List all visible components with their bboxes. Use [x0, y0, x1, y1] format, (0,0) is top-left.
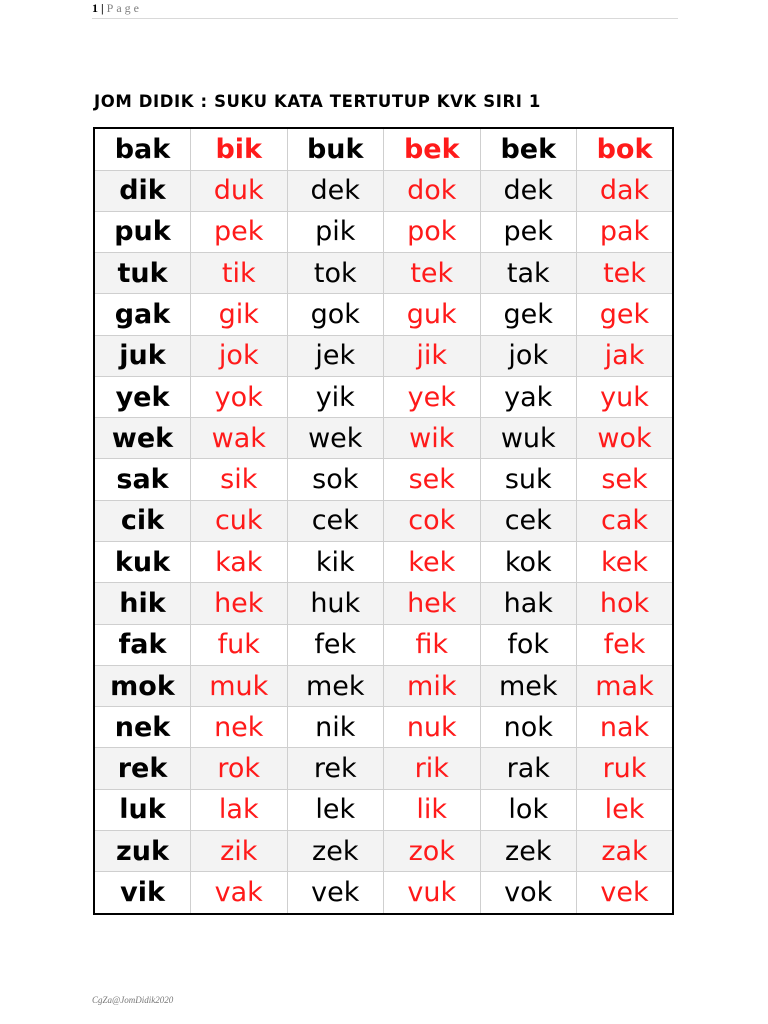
syllable-cell: cik	[94, 500, 191, 541]
syllable-cell: wik	[384, 418, 481, 459]
syllable-cell: pek	[480, 211, 577, 252]
syllable-cell: fik	[384, 624, 481, 665]
syllable-cell: tak	[480, 253, 577, 294]
syllable-cell: yek	[384, 376, 481, 417]
syllable-cell: vak	[191, 872, 288, 914]
syllable-cell: lek	[577, 789, 674, 830]
syllable-cell: nek	[191, 707, 288, 748]
syllable-cell: buk	[287, 128, 384, 170]
syllable-cell: dek	[287, 170, 384, 211]
syllable-cell: nuk	[384, 707, 481, 748]
table-row	[94, 211, 673, 252]
table-row	[94, 418, 673, 459]
syllable-cell: gok	[287, 294, 384, 335]
syllable-cell: cak	[577, 500, 674, 541]
syllable-cell: wak	[191, 418, 288, 459]
syllable-cell: mek	[287, 665, 384, 706]
table-row	[94, 542, 673, 583]
syllable-cell: fok	[480, 624, 577, 665]
syllable-cell: jok	[480, 335, 577, 376]
syllable-cell: tek	[384, 253, 481, 294]
syllable-cell: rek	[94, 748, 191, 789]
syllable-cell: jak	[577, 335, 674, 376]
table-row	[94, 707, 673, 748]
syllable-cell: hik	[94, 583, 191, 624]
syllable-cell: vok	[480, 872, 577, 914]
table-row	[94, 789, 673, 830]
syllable-cell: dek	[480, 170, 577, 211]
page-header	[92, 0, 678, 19]
syllable-cell: wek	[287, 418, 384, 459]
syllable-cell: tik	[191, 253, 288, 294]
syllable-cell: bik	[191, 128, 288, 170]
table-row	[94, 170, 673, 211]
table-row	[94, 500, 673, 541]
syllable-cell: vek	[577, 872, 674, 914]
syllable-cell: sok	[287, 459, 384, 500]
syllable-cell: zak	[577, 831, 674, 872]
syllable-cell: cok	[384, 500, 481, 541]
syllable-cell: rok	[191, 748, 288, 789]
syllable-cell: kik	[287, 542, 384, 583]
table-row	[94, 583, 673, 624]
syllable-cell: wuk	[480, 418, 577, 459]
syllable-cell: zek	[480, 831, 577, 872]
syllable-cell: tok	[287, 253, 384, 294]
syllable-cell: hek	[384, 583, 481, 624]
syllable-cell: guk	[384, 294, 481, 335]
syllable-cell: gik	[191, 294, 288, 335]
syllable-cell: zek	[287, 831, 384, 872]
syllable-cell: bok	[577, 128, 674, 170]
syllable-cell: gek	[577, 294, 674, 335]
table-row	[94, 253, 673, 294]
syllable-cell: vuk	[384, 872, 481, 914]
syllable-cell: dik	[94, 170, 191, 211]
syllable-cell: fak	[94, 624, 191, 665]
syllable-cell: lok	[480, 789, 577, 830]
syllable-cell: nok	[480, 707, 577, 748]
syllable-cell: fuk	[191, 624, 288, 665]
syllable-cell: sek	[384, 459, 481, 500]
syllable-cell: zik	[191, 831, 288, 872]
table-row	[94, 335, 673, 376]
syllable-cell: tek	[577, 253, 674, 294]
syllable-cell: ruk	[577, 748, 674, 789]
page-separator: |	[101, 1, 104, 15]
syllable-cell: rik	[384, 748, 481, 789]
syllable-cell: jik	[384, 335, 481, 376]
syllable-cell: kek	[577, 542, 674, 583]
syllable-cell: luk	[94, 789, 191, 830]
syllable-cell: wek	[94, 418, 191, 459]
table-row	[94, 872, 673, 914]
table-row	[94, 459, 673, 500]
footer-credit: CgZa@JomDidik2020	[92, 995, 174, 1005]
worksheet-title: JOM DIDIK : SUKU KATA TERTUTUP KVK SIRI 1	[94, 92, 541, 111]
syllable-cell: pek	[191, 211, 288, 252]
syllable-cell: lek	[287, 789, 384, 830]
syllable-cell: puk	[94, 211, 191, 252]
syllable-cell: jok	[191, 335, 288, 376]
syllable-cell: kuk	[94, 542, 191, 583]
table-row	[94, 376, 673, 417]
syllable-cell: zok	[384, 831, 481, 872]
syllable-cell: nak	[577, 707, 674, 748]
syllable-cell: kok	[480, 542, 577, 583]
syllable-cell: mik	[384, 665, 481, 706]
syllable-cell: yak	[480, 376, 577, 417]
syllable-table	[93, 127, 674, 915]
syllable-cell: nik	[287, 707, 384, 748]
syllable-cell: sek	[577, 459, 674, 500]
table-row	[94, 831, 673, 872]
table-row	[94, 128, 673, 170]
syllable-cell: mok	[94, 665, 191, 706]
syllable-cell: yuk	[577, 376, 674, 417]
table-row	[94, 748, 673, 789]
syllable-cell: muk	[191, 665, 288, 706]
syllable-cell: hak	[480, 583, 577, 624]
syllable-cell: bek	[480, 128, 577, 170]
syllable-cell: pak	[577, 211, 674, 252]
syllable-cell: cek	[287, 500, 384, 541]
syllable-cell: mek	[480, 665, 577, 706]
syllable-cell: mak	[577, 665, 674, 706]
syllable-cell: vik	[94, 872, 191, 914]
syllable-cell: lik	[384, 789, 481, 830]
table-row	[94, 624, 673, 665]
syllable-cell: fek	[577, 624, 674, 665]
syllable-cell: wok	[577, 418, 674, 459]
page-word: Page	[106, 1, 142, 15]
syllable-cell: sak	[94, 459, 191, 500]
syllable-cell: jek	[287, 335, 384, 376]
syllable-cell: zuk	[94, 831, 191, 872]
syllable-cell: gek	[480, 294, 577, 335]
table-row	[94, 294, 673, 335]
syllable-cell: suk	[480, 459, 577, 500]
syllable-cell: bek	[384, 128, 481, 170]
syllable-cell: dok	[384, 170, 481, 211]
syllable-cell: hek	[191, 583, 288, 624]
page-number: 1	[92, 1, 98, 15]
syllable-cell: cek	[480, 500, 577, 541]
syllable-cell: hok	[577, 583, 674, 624]
syllable-cell: kek	[384, 542, 481, 583]
syllable-cell: cuk	[191, 500, 288, 541]
syllable-cell: rak	[480, 748, 577, 789]
syllable-cell: fek	[287, 624, 384, 665]
syllable-cell: gak	[94, 294, 191, 335]
table-row	[94, 665, 673, 706]
syllable-cell: lak	[191, 789, 288, 830]
syllable-cell: pik	[287, 211, 384, 252]
syllable-cell: yok	[191, 376, 288, 417]
syllable-cell: sik	[191, 459, 288, 500]
syllable-cell: dak	[577, 170, 674, 211]
syllable-cell: vek	[287, 872, 384, 914]
syllable-cell: duk	[191, 170, 288, 211]
syllable-cell: yik	[287, 376, 384, 417]
syllable-cell: nek	[94, 707, 191, 748]
syllable-cell: juk	[94, 335, 191, 376]
syllable-cell: rek	[287, 748, 384, 789]
syllable-cell: tuk	[94, 253, 191, 294]
syllable-cell: kak	[191, 542, 288, 583]
syllable-cell: pok	[384, 211, 481, 252]
syllable-cell: huk	[287, 583, 384, 624]
syllable-cell: bak	[94, 128, 191, 170]
syllable-cell: yek	[94, 376, 191, 417]
